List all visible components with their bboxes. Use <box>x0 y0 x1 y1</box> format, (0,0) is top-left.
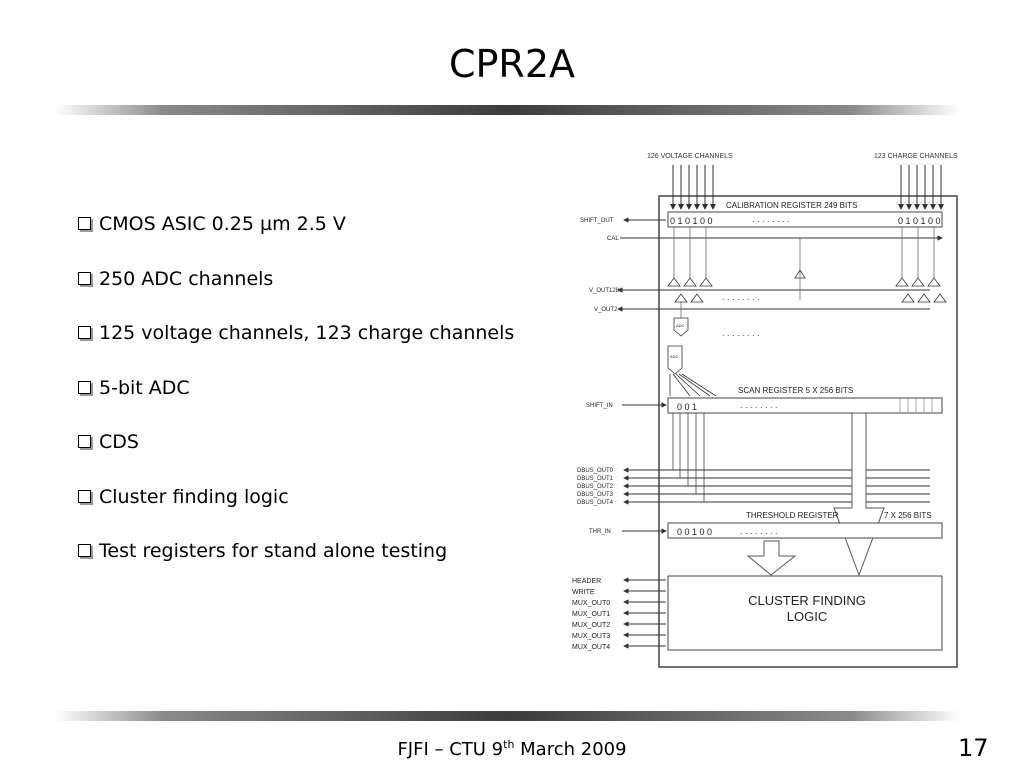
scan-bits: 0 0 1 <box>677 402 698 412</box>
dbus-out4-label: DBUS_OUT4 <box>577 500 614 506</box>
dbus-labels <box>577 468 614 506</box>
output-labels <box>572 578 610 651</box>
adc-label-1: ADC <box>676 323 685 328</box>
checkbox-bullet-icon <box>78 326 91 339</box>
checkbox-bullet-icon <box>78 544 91 557</box>
slide-title: CPR2A <box>448 42 576 86</box>
bullet-item <box>78 539 514 594</box>
scan-dots: . . . . . . . . <box>740 400 778 410</box>
threshold-bits-label: 7 X 256 BITS <box>884 511 932 520</box>
bullet-text: 5-bit ADC <box>99 376 190 399</box>
bullet-text: Cluster finding logic <box>99 485 289 508</box>
thr-in-label: THR_IN <box>589 529 611 535</box>
header-label: HEADER <box>572 578 602 585</box>
checkbox-bullet-icon <box>78 272 91 285</box>
bullet-item <box>78 321 514 376</box>
cluster-finding-line2: LOGIC <box>786 609 828 624</box>
checkbox-bullet-icon <box>78 435 91 448</box>
top-divider <box>55 105 960 115</box>
voltage-channels-label: 126 VOLTAGE CHANNELS <box>647 153 733 160</box>
page-number: 17 <box>958 734 989 762</box>
write-label: WRITE <box>572 589 595 596</box>
scan-register-label: SCAN REGISTER 5 X 256 BITS <box>738 386 854 395</box>
checkbox-bullet-icon <box>78 217 91 230</box>
mux-out1-label: MUX_OUT1 <box>572 611 611 618</box>
bottom-divider <box>55 711 960 721</box>
scan-register <box>668 398 942 413</box>
mux-out0-label: MUX_OUT0 <box>572 600 611 607</box>
mux-out2-label: MUX_OUT2 <box>572 622 611 629</box>
row-dots-2: . . . . . . . . <box>722 292 760 302</box>
footer <box>0 738 1024 760</box>
cal-bits-right: 0 1 0 1 0 0 <box>898 216 941 226</box>
checkbox-bullet-icon <box>78 381 91 394</box>
checkbox-bullet-icon <box>78 490 91 503</box>
v-out2-label: V_OUT2 <box>594 307 618 313</box>
shift-in-label: SHIFT_IN <box>586 403 613 409</box>
adc-label-2: ADC <box>670 354 679 359</box>
charge-channels-label: 123 CHARGE CHANNELS <box>874 153 958 160</box>
adc-block-2 <box>668 346 682 374</box>
v-out128-label: V_OUT128 <box>589 288 620 294</box>
cluster-finding-line1: CLUSTER FINDING <box>748 593 866 608</box>
calibration-register-label: CALIBRATION REGISTER 249 BITS <box>726 201 858 210</box>
bullet-item <box>78 430 514 485</box>
bullet-text: Test registers for stand alone testing <box>99 540 448 562</box>
threshold-register-label: THRESHOLD REGISTER <box>746 511 839 520</box>
dbus-out3-label: DBUS_OUT3 <box>577 492 614 498</box>
footer-superscript: th <box>503 738 515 751</box>
bullet-item <box>78 485 514 540</box>
bullet-item <box>78 376 514 431</box>
row-dots-1: . . . . . . . . <box>722 328 760 338</box>
bullet-text: CDS <box>99 431 139 453</box>
thr-dots: . . . . . . . . <box>740 526 778 536</box>
bullet-item <box>78 212 514 267</box>
dbus-out1-label: DBUS_OUT1 <box>577 476 614 482</box>
dbus-out2-label: DBUS_OUT2 <box>577 484 614 490</box>
cal-label: CAL <box>607 236 619 242</box>
bullet-list <box>78 212 514 594</box>
thr-bits: 0 0 1 0 0 <box>677 527 713 537</box>
bullet-text: CMOS ASIC 0.25 µm 2.5 V <box>99 213 346 235</box>
bullet-item <box>78 267 514 322</box>
bullet-text: 250 ADC channels <box>99 267 274 290</box>
dbus-out0-label: DBUS_OUT0 <box>577 468 614 474</box>
cal-bits-left: 0 1 0 1 0 0 <box>670 216 713 226</box>
mux-out3-label: MUX_OUT3 <box>572 633 611 640</box>
shift-out-label: SHIFT_OUT <box>580 218 614 224</box>
bullet-text: 125 voltage channels, 123 charge channels <box>99 322 515 344</box>
mux-out4-label: MUX_OUT4 <box>572 644 611 651</box>
footer-text-pre: FJFI – CTU 9 <box>397 739 504 760</box>
cpr2a-block-diagram <box>560 140 980 680</box>
cal-dots: . . . . . . . . <box>752 214 790 224</box>
footer-text-post: March 2009 <box>514 739 627 760</box>
